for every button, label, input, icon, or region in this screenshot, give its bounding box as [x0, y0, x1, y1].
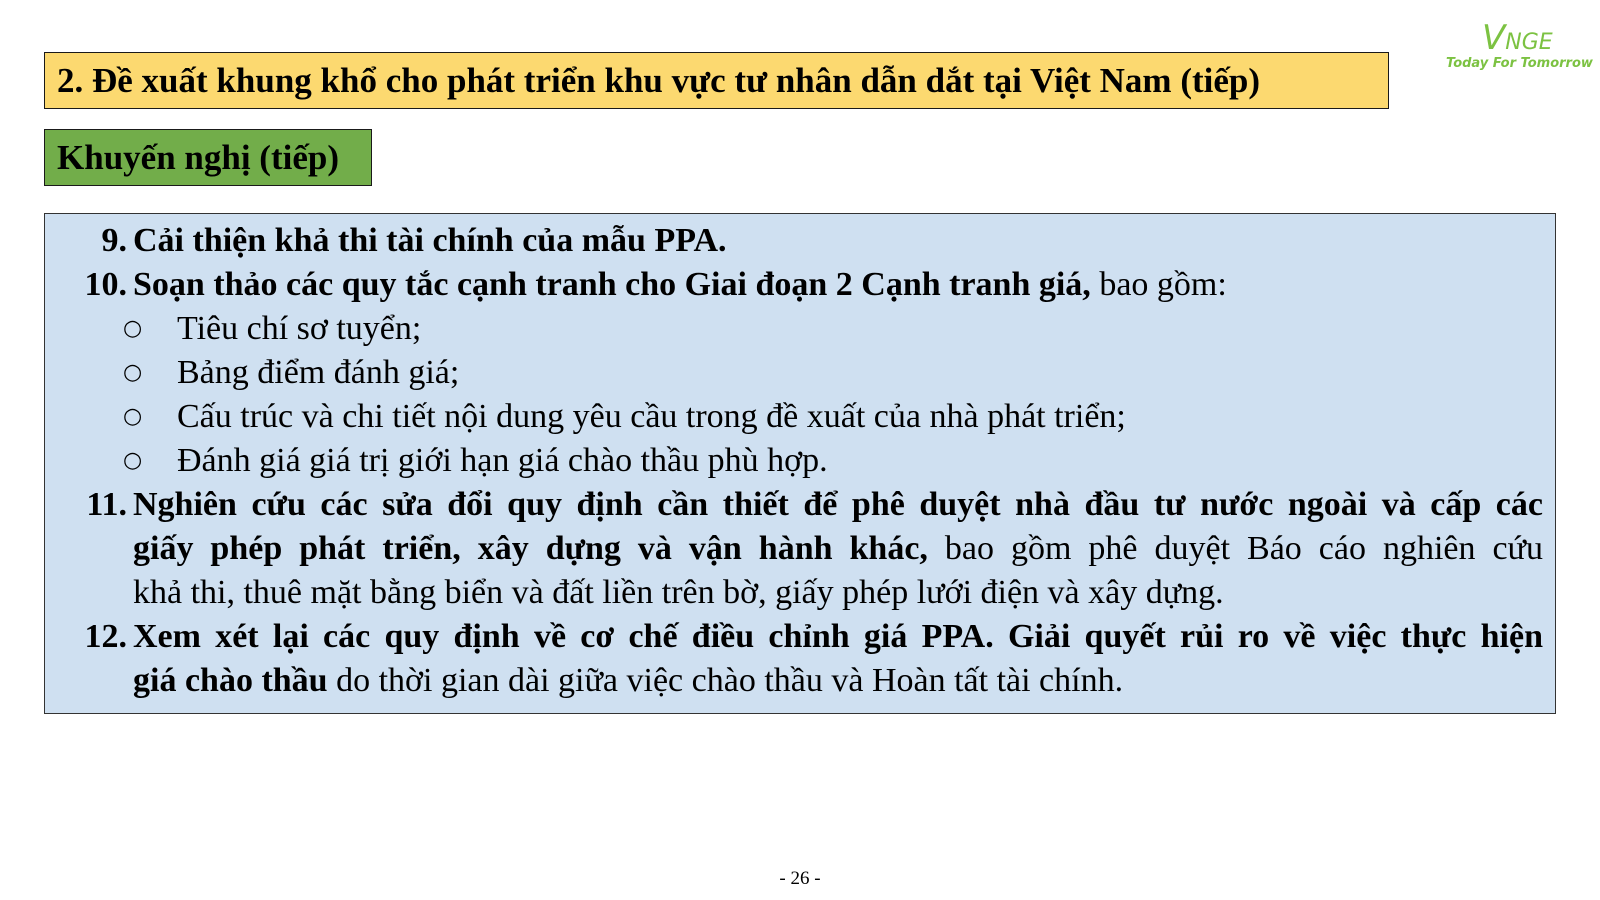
logo-mark-initial: V [1482, 18, 1506, 58]
item-number: 11. [86, 486, 127, 523]
hollow-circle-bullet-icon: ○ [123, 360, 143, 385]
item-regular-text: do thời gian dài giữa việc chào thầu và Hoàn tất tài chính. [327, 662, 1124, 699]
item-number: 12. [84, 618, 127, 655]
item-text [133, 615, 1543, 703]
recommendations-box [44, 213, 1556, 714]
item-bold-text: Nghiên cứu các sửa đổi quy định cần thiết để phê duyệt nhà đầu tư nước ngoài và cấp các [133, 486, 1543, 523]
item-bold-text: Cải thiện khả thi tài chính của mẫu PPA. [133, 222, 727, 259]
item-number: 9. [101, 222, 127, 259]
item-regular-text: bao gồm: [1090, 266, 1227, 303]
sub-bullet-text: Cấu trúc và chi tiết nội dung yêu cầu trong đề xuất của nhà phát triển; [177, 398, 1126, 435]
slide-title-text: 2. Đề xuất khung khổ cho phát triển khu vực tư nhân dẫn dắt tại Việt Nam (tiếp) [57, 60, 1261, 100]
hollow-circle-bullet-icon: ○ [123, 404, 143, 429]
item-mixed-line [133, 659, 1543, 703]
section-subtitle [44, 129, 372, 186]
item-text [133, 483, 1543, 615]
item-bold-text: Xem xét lại các quy định về cơ chế điều chỉnh giá PPA. Giải quyết rủi ro về việc thực hiện [133, 618, 1543, 655]
slide-title [44, 52, 1389, 109]
item-number: 10. [84, 266, 127, 303]
sub-bullet-text: Bảng điểm đánh giá; [177, 354, 460, 391]
item-bold-text: giấy phép phát triển, xây dựng và vận hành khác, [133, 530, 928, 567]
item-text [133, 263, 1543, 307]
logo-mark [1482, 18, 1553, 58]
item-regular-text: bao gồm phê duyệt Báo cáo nghiên cứu [927, 530, 1543, 567]
page-number: - 26 - [779, 868, 821, 889]
item-text [133, 219, 1543, 263]
sub-bullet-text: Tiêu chí sơ tuyển; [177, 310, 422, 347]
vnge-logo [1440, 12, 1593, 82]
logo-mark-rest: NGE [1505, 30, 1553, 55]
item-regular-text: khả thi, thuê mặt bằng biển và đất liền trên bờ, giấy phép lưới điện và xây dựng. [133, 574, 1224, 611]
item-bold-text: Soạn thảo các quy tắc cạnh tranh cho Giai đoạn 2 Cạnh tranh giá, [133, 266, 1091, 303]
section-subtitle-text: Khuyến nghị (tiếp) [57, 137, 339, 177]
item-mixed-line [133, 527, 1543, 571]
item-bold-text: giá chào thầu [133, 662, 328, 699]
sub-bullet-text: Đánh giá giá trị giới hạn giá chào thầu phù hợp. [177, 442, 828, 479]
hollow-circle-bullet-icon: ○ [123, 448, 143, 473]
hollow-circle-bullet-icon: ○ [123, 316, 143, 341]
logo-tagline: Today For Tomorrow [1446, 56, 1593, 71]
